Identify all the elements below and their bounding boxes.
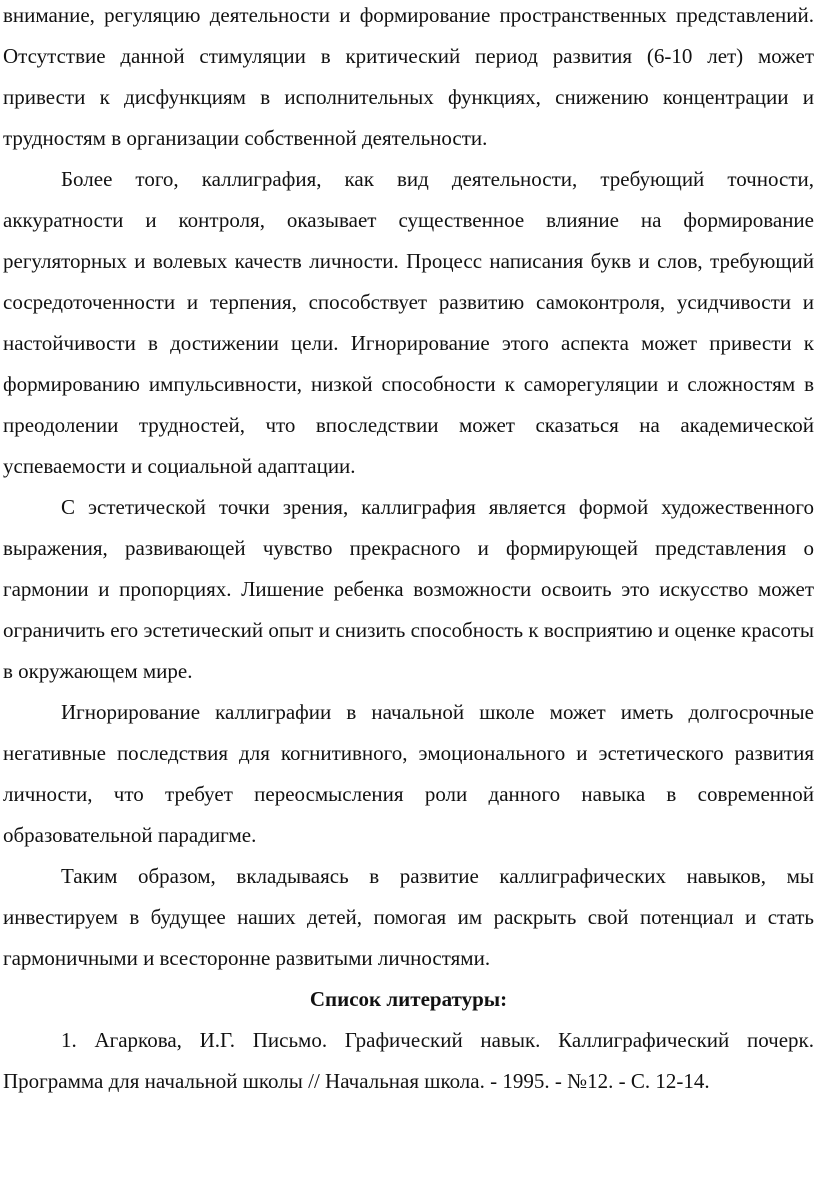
document-body [3, 0, 814, 1102]
paragraph-regulatory-qualities: Более того, каллиграфия, как вид деятельности, требующий точности, аккуратности и контроля, оказывает существенное влияние на формирование регуляторных и волевых качеств личности. Процесс написания букв и слов, требующий сосредоточенности и терпения, способствует развитию самоконтроля, усидчивости и настойчивости в достижении цели. Игнорирование этого аспекта может привести к формированию импульсивности, низкой способности к саморегуляции и сложностям в преодолении трудностей, что впоследствии может сказаться на академической успеваемости и социальной адаптации. [3, 167, 814, 478]
paragraph-aesthetic: С эстетической точки зрения, каллиграфия является формой художественного выражения, развивающей чувство прекрасного и формирующей представления о гармонии и пропорциях. Лишение ребенка возможности освоить это искусство может ограничить его эстетический опыт и снизить способность к восприятию и оценке красоты в окружающем мире. [3, 495, 814, 683]
paragraph-conclusion: Таким образом, вкладываясь в развитие каллиграфических навыков, мы инвестируем в будущее наших детей, помогая им раскрыть свой потенциал и стать гармоничными и всесторонне развитыми личностями. [3, 864, 814, 970]
references-heading: Список литературы: [309, 987, 508, 1011]
paragraph-consequences: Игнорирование каллиграфии в начальной школе может иметь долгосрочные негативные последствия для когнитивного, эмоционального и эстетического развития личности, что требует переосмысления роли данного навыка в современной образовательной парадигме. [3, 700, 814, 847]
reference-item: 1. Агаркова, И.Г. Письмо. Графический навык. Каллиграфический почерк. Программа для начальной школы // Начальная школа. - 1995. - №12. - С. 12-14. [3, 1028, 814, 1093]
paragraph-continuation: внимание, регуляцию деятельности и формирование пространственных представлений. Отсутствие данной стимуляции в критический период развития (6-10 лет) может привести к дисфункциям в исполнительных функциях, снижению концентрации и трудностям в организации собственной деятельности. [3, 3, 814, 150]
